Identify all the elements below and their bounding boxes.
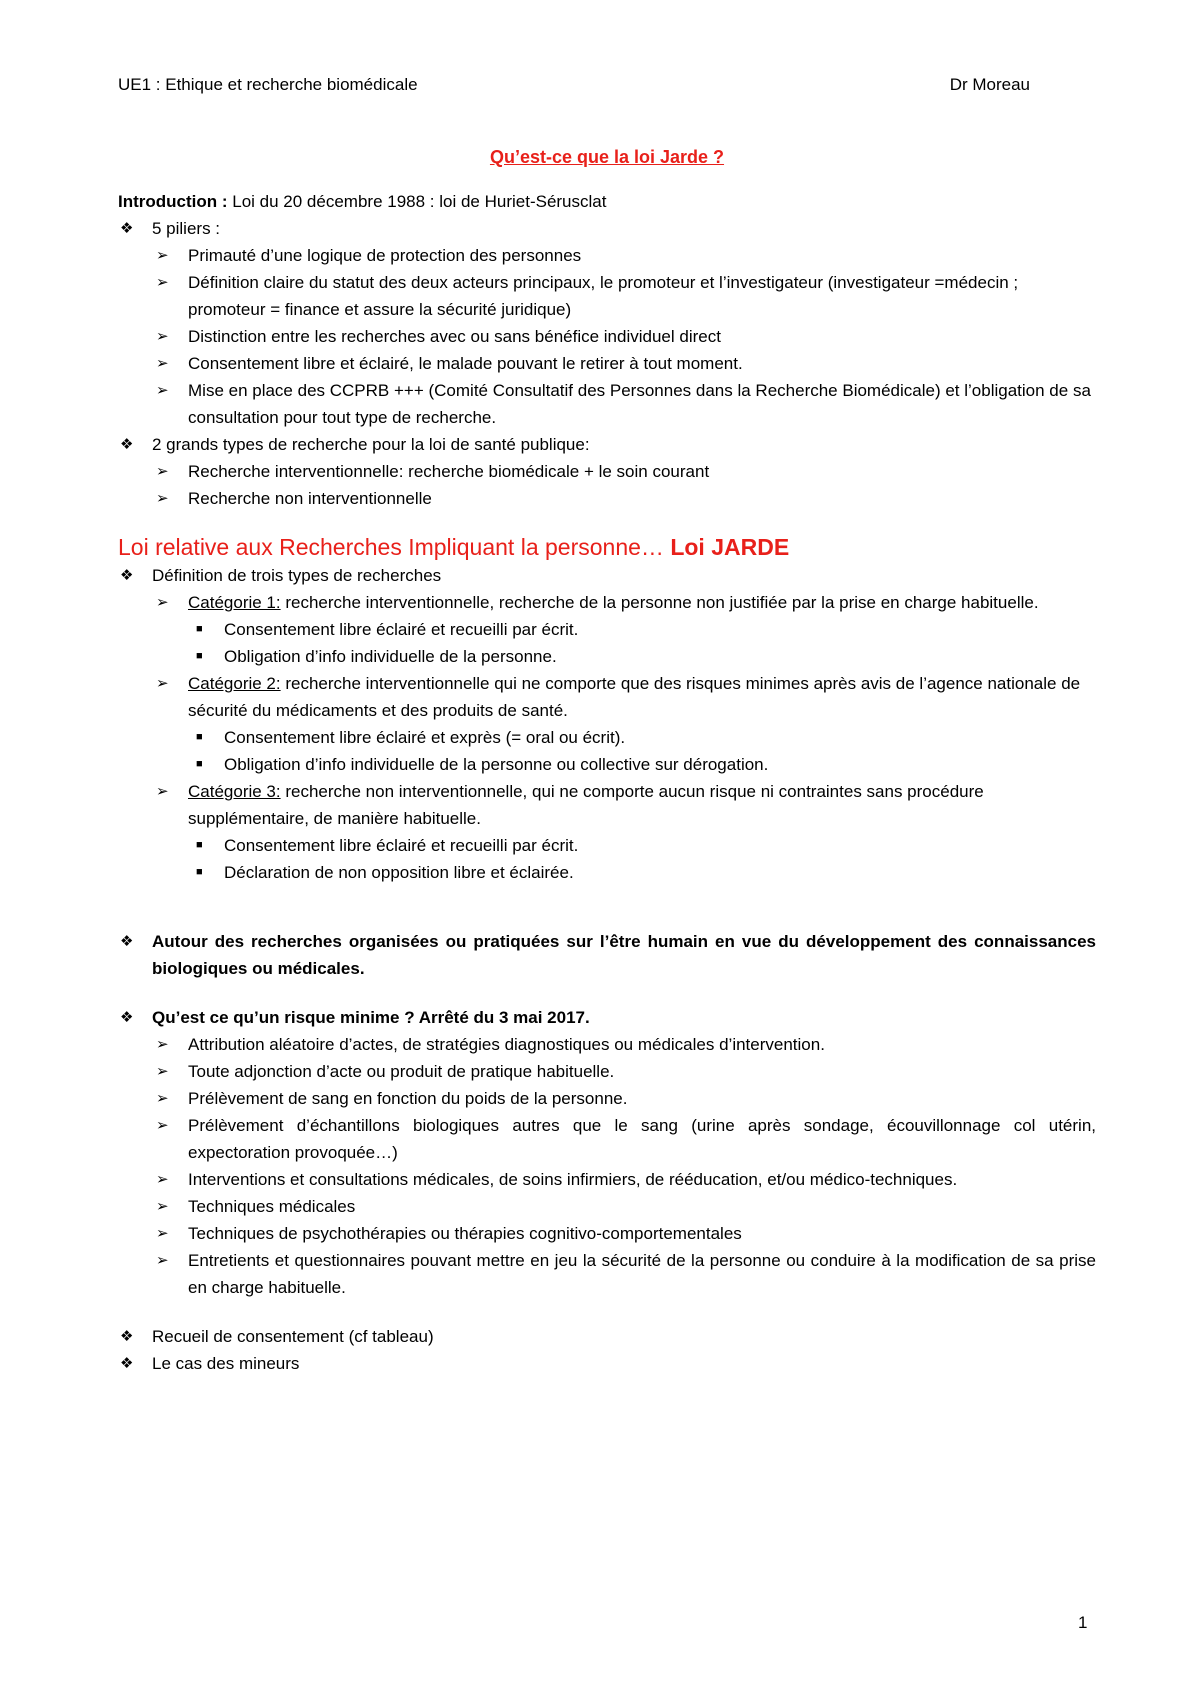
list-item: ■ Déclaration de non opposition libre et éclairée. [118, 859, 1096, 886]
list-item: ❖ Recueil de consentement (cf tableau) [118, 1323, 1096, 1350]
four-diamond-star-icon: ❖ [120, 567, 134, 584]
arrowhead-icon: ➢ [156, 1090, 169, 1107]
list-item: ➢ Entretients et questionnaires pouvant mettre en jeu la sécurité de la personne ou conduire à la modification de sa prise en charge habituelle. [118, 1247, 1096, 1301]
arrowhead-icon: ➢ [156, 355, 169, 372]
list-item: ➢ Primauté d’une logique de protection des personnes [118, 242, 1096, 269]
category-points [118, 616, 1096, 670]
section-heading-jarde: Loi relative aux Recherches Impliquant la personne… Loi JARDE [118, 534, 790, 560]
list-item: ■ Obligation d’info individuelle de la personne. [118, 643, 1096, 670]
list-item: ➢ Interventions et consultations médicales, de soins infirmiers, de rééducation, et/ou médico-techniques. [118, 1166, 1096, 1193]
arrowhead-icon: ➢ [156, 490, 169, 507]
arrowhead-icon: ➢ [156, 1198, 169, 1215]
category-item: ➢ Catégorie 1: recherche interventionnelle, recherche de la personne non justifiée par la prise en charge habituelle. ■ Consentement libre éclairé et recueilli par écrit. ■ Obligation d’info individuelle de la personne. [118, 589, 1096, 670]
four-diamond-star-icon: ❖ [120, 933, 134, 950]
list-item: ■ Consentement libre éclairé et recueilli par écrit. [118, 616, 1096, 643]
types-list [118, 458, 1096, 512]
four-diamond-star-icon: ❖ [120, 220, 134, 237]
page-header [118, 74, 1030, 96]
square-bullet-icon: ■ [196, 839, 203, 851]
document-title: Qu’est-ce que la loi Jarde ? [489, 147, 725, 167]
four-diamond-star-icon: ❖ [120, 436, 134, 453]
list-item: ❖ Qu’est ce qu’un risque minime ? Arrêté du 3 mai 2017. ➢ Attribution aléatoire d’actes, de stratégies diagnostiques ou médicales d’intervention. ➢ Toute adjonction d’acte ou produit de pratique habituelle. ➢ Prélèvement de sang en fonction du poids de la personne. ➢ Prélèvement d’échantillons biologiques autres que le sang (urine après sondage, écouvillonnage col utérin, expectoration provoquée…) ➢ Interventions et consultations médicales, de soins infirmiers, de rééducation, et/ou médico-techniques. ➢ Techniques médicales ➢ Techniques de psychothérapies ou thérapies cognitivo-comportementales ➢ Entretients et questionnaires pouvant mettre en jeu la sécurité de la personne ou conduire à la modification de sa prise en charge habituelle. [118, 1004, 1096, 1301]
square-bullet-icon: ■ [196, 731, 203, 743]
list-item: ➢ Prélèvement de sang en fonction du poids de la personne. [118, 1085, 1096, 1112]
list-item: ➢ Consentement libre et éclairé, le malade pouvant le retirer à tout moment. [118, 350, 1096, 377]
document-body [118, 144, 1096, 1377]
arrowhead-icon: ➢ [156, 594, 169, 611]
arrowhead-icon: ➢ [156, 1036, 169, 1053]
list-item: ■ Consentement libre éclairé et exprès (= oral ou écrit). [118, 724, 1096, 751]
arrowhead-icon: ➢ [156, 247, 169, 264]
arrowhead-icon: ➢ [156, 783, 169, 800]
square-bullet-icon: ■ [196, 866, 203, 878]
four-diamond-star-icon: ❖ [120, 1328, 134, 1345]
categories-list [118, 589, 1096, 886]
list-item: ➢ Définition claire du statut des deux acteurs principaux, le promoteur et l’investigateur (investigateur =médecin ; promoteur = finance et assure la sécurité juridique) [118, 269, 1096, 323]
list-item: ➢ Toute adjonction d’acte ou produit de pratique habituelle. [118, 1058, 1096, 1085]
four-diamond-star-icon: ❖ [120, 1355, 134, 1372]
definition-section [118, 562, 1096, 886]
list-item: ➢ Prélèvement d’échantillons biologiques autres que le sang (urine après sondage, écouvillonnage col utérin, expectoration provoquée…) [118, 1112, 1096, 1166]
category-item: ➢ Catégorie 2: recherche interventionnelle qui ne comporte que des risques minimes après avis de l’agence nationale de sécurité du médicaments et des produits de santé. ■ Consentement libre éclairé et exprès (= oral ou écrit). ■ Obligation d’info individuelle de la personne ou collective sur dérogation. [118, 670, 1096, 778]
autour-section [118, 928, 1096, 982]
four-diamond-star-icon: ❖ [120, 1009, 134, 1026]
arrowhead-icon: ➢ [156, 328, 169, 345]
arrowhead-icon: ➢ [156, 463, 169, 480]
square-bullet-icon: ■ [196, 650, 203, 662]
list-item: ➢ Attribution aléatoire d’actes, de stratégies diagnostiques ou médicales d’intervention. [118, 1031, 1096, 1058]
category-item: ➢ Catégorie 3: recherche non interventionnelle, qui ne comporte aucun risque ni contraintes sans procédure supplémentaire, de manière habituelle. ■ Consentement libre éclairé et recueilli par écrit. ■ Déclaration de non opposition libre et éclairée. [118, 778, 1096, 886]
risque-section [118, 1004, 1096, 1301]
list-item: ❖ Autour des recherches organisées ou pratiquées sur l’être humain en vue du développement des connaissances biologiques ou médicales. [118, 928, 1096, 982]
piliers-section [118, 215, 1096, 512]
arrowhead-icon: ➢ [156, 1117, 169, 1134]
arrowhead-icon: ➢ [156, 1171, 169, 1188]
category-points [118, 724, 1096, 778]
list-item: ❖ 5 piliers : ➢ Primauté d’une logique de protection des personnes ➢ Définition claire du statut des deux acteurs principaux, le promoteur et l’investigateur (investigateur =médecin ; promoteur = finance et assure la sécurité juridique) ➢ Distinction entre les recherches avec ou sans bénéfice individuel direct ➢ Consentement libre et éclairé, le malade pouvant le retirer à tout moment. ➢ Mise en place des CCPRB +++ (Comité Consultatif des Personnes dans la Recherche Biomédicale) et l’obligation de sa consultation pour tout type de recherche. [118, 215, 1096, 431]
list-item: ➢ Distinction entre les recherches avec ou sans bénéfice individuel direct [118, 323, 1096, 350]
piliers-list [118, 242, 1096, 431]
square-bullet-icon: ■ [196, 758, 203, 770]
risque-list [118, 1031, 1096, 1301]
final-section [118, 1323, 1096, 1377]
header-author: Dr Moreau [949, 75, 1030, 94]
square-bullet-icon: ■ [196, 623, 203, 635]
list-item: ➢ Recherche non interventionnelle [118, 485, 1096, 512]
list-item: ■ Obligation d’info individuelle de la personne ou collective sur dérogation. [118, 751, 1096, 778]
list-item: ➢ Techniques de psychothérapies ou thérapies cognitivo-comportementales [118, 1220, 1096, 1247]
list-item: ❖ Définition de trois types de recherches ➢ Catégorie 1: recherche interventionnelle, recherche de la personne non justifiée par la prise en charge habituelle. ■ Consentement libre éclairé et recueilli par écrit. ■ Obligation d’info individuelle de la personne. ➢ Catégorie 2: recherche interventionnelle qui ne comporte que des risques minimes après avis de l’agence nationale de sécurité du médicaments et des produits de santé. ■ Consentement libre éclairé et exprès (= oral ou écrit). ■ Obligation d’info individuelle de la personne ou collective sur dérogation. ➢ Catégorie 3: recherche non interventionnelle, qui ne comporte aucun risque ni contraintes sans procédure supplémentaire, de manière habituelle. ■ Consentement libre éclairé et recueilli par écrit. ■ Déclaration de non opposition libre et éclairée. [118, 562, 1096, 886]
intro-text: Loi du 20 décembre 1988 : loi de Huriet-Sérusclat [227, 192, 607, 211]
list-item: ➢ Techniques médicales [118, 1193, 1096, 1220]
list-item: ➢ Mise en place des CCPRB +++ (Comité Consultatif des Personnes dans la Recherche Biomédicale) et l’obligation de sa consultation pour tout type de recherche. [118, 377, 1096, 431]
list-item: ❖ 2 grands types de recherche pour la loi de santé publique: ➢ Recherche interventionnelle: recherche biomédicale + le soin courant ➢ Recherche non interventionnelle [118, 431, 1096, 512]
list-item: ➢ Recherche interventionnelle: recherche biomédicale + le soin courant [118, 458, 1096, 485]
list-item: ❖ Le cas des mineurs [118, 1350, 1096, 1377]
list-item: ■ Consentement libre éclairé et recueilli par écrit. [118, 832, 1096, 859]
arrowhead-icon: ➢ [156, 1063, 169, 1080]
arrowhead-icon: ➢ [156, 274, 169, 291]
arrowhead-icon: ➢ [156, 382, 169, 399]
arrowhead-icon: ➢ [156, 675, 169, 692]
arrowhead-icon: ➢ [156, 1225, 169, 1242]
intro-label: Introduction : [118, 192, 228, 211]
intro-line [118, 188, 1096, 215]
header-course: UE1 : Ethique et recherche biomédicale [118, 75, 418, 94]
category-points [118, 832, 1096, 886]
page-number: 1 [1078, 1613, 1088, 1632]
arrowhead-icon: ➢ [156, 1252, 169, 1269]
